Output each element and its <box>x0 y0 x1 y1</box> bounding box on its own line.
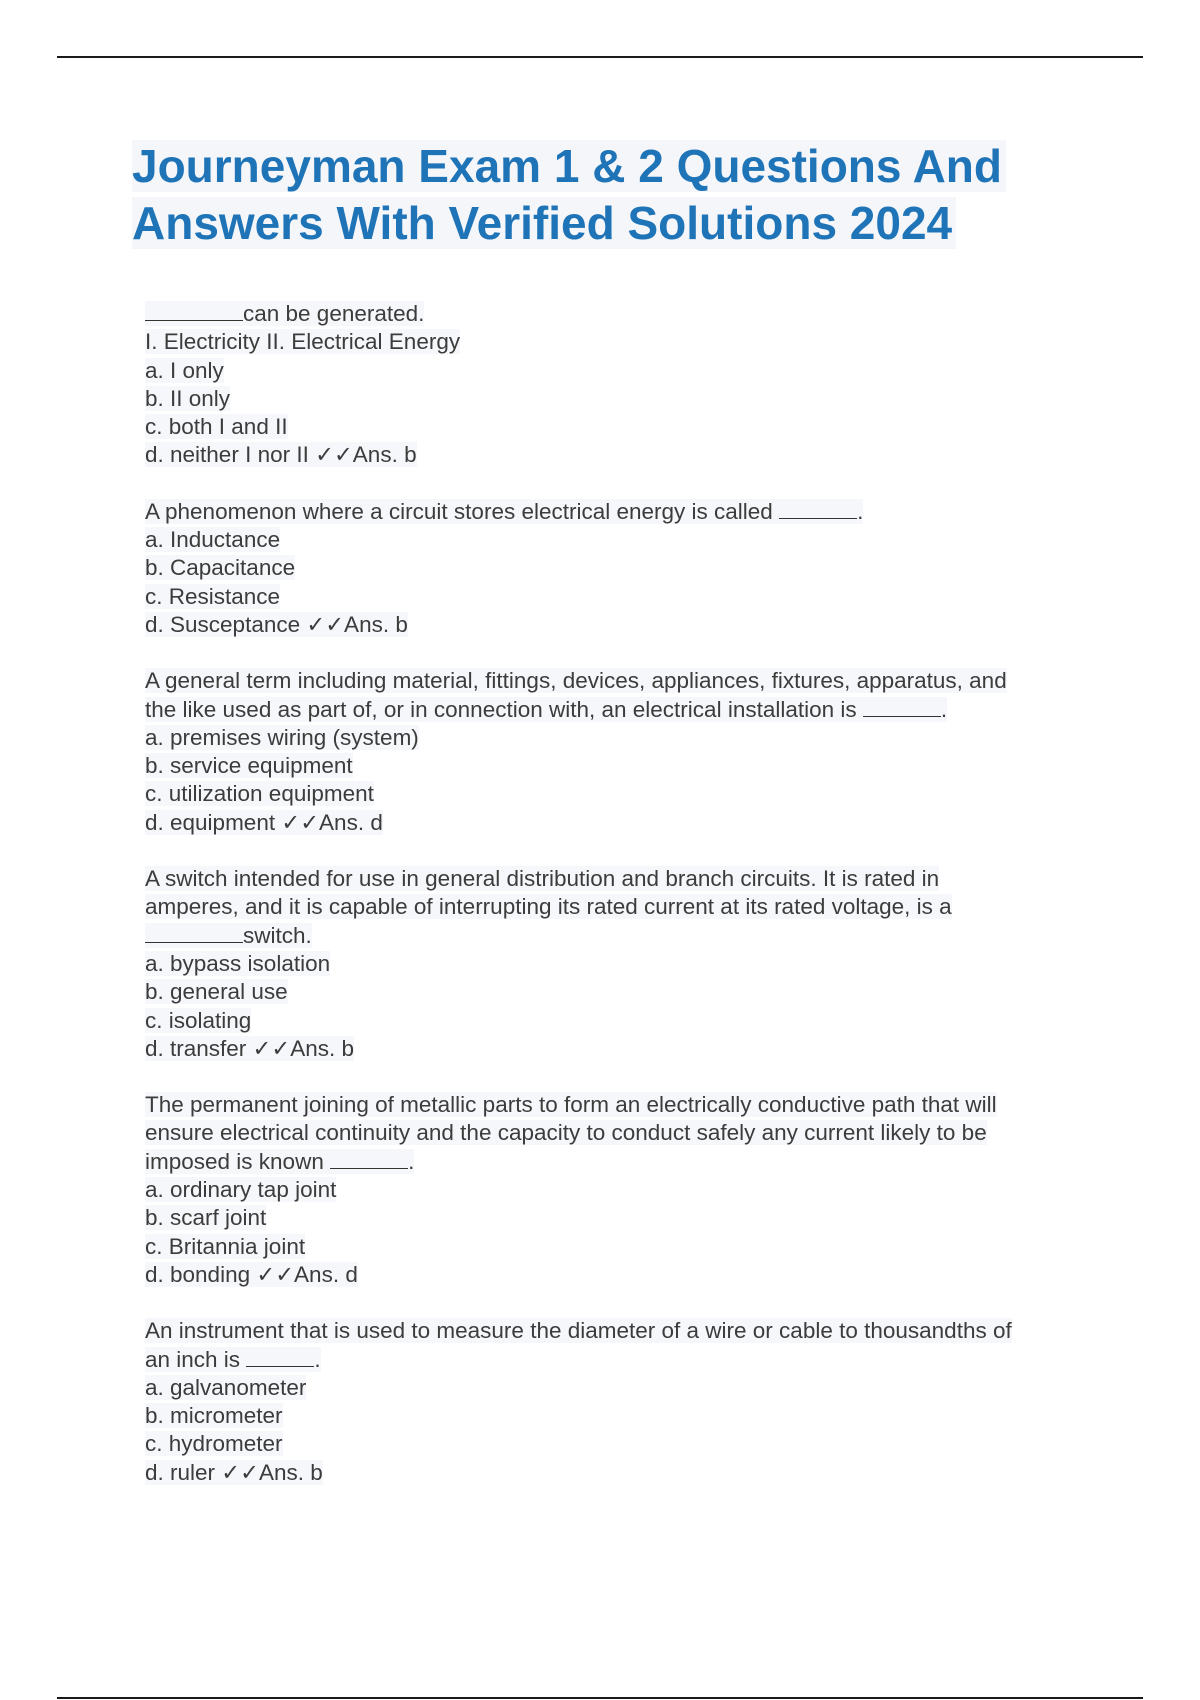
option-d-answer: d. equipment ✓✓Ans. d <box>145 809 383 835</box>
question-list <box>145 300 1105 1487</box>
page-title <box>132 138 1006 252</box>
question-2-stem: A phenomenon where a circuit stores electrical energy is called . <box>145 498 864 524</box>
question-6 <box>145 1317 1105 1487</box>
option-d-answer: d. Susceptance ✓✓Ans. b <box>145 611 408 637</box>
option-a: a. ordinary tap joint <box>145 1177 337 1203</box>
question-6-stem: An instrument that is used to measure the diameter of a wire or cable to thousandths of <box>145 1318 1012 1344</box>
option-c: c. utilization equipment <box>145 781 374 807</box>
option-a: a. bypass isolation <box>145 950 331 976</box>
question-4-stem: A switch intended for use in general distribution and branch circuits. It is rated in <box>145 866 940 892</box>
option-b: b. general use <box>145 979 288 1005</box>
question-6-stem: an inch is . <box>145 1346 321 1372</box>
answer-blank <box>779 498 857 519</box>
title-line-1: Journeyman Exam 1 & 2 Questions And <box>132 140 1006 192</box>
option-b: b. scarf joint <box>145 1205 267 1231</box>
question-4-stem: amperes, and it is capable of interrupting its rated current at its rated voltage, is a <box>145 894 952 920</box>
question-1-stem: can be generated. <box>145 300 1105 328</box>
question-1-stem: I. Electricity II. Electrical Energy <box>145 329 461 355</box>
option-c: c. Britannia joint <box>145 1233 306 1259</box>
question-5 <box>145 1091 1105 1289</box>
question-5-stem: imposed is known . <box>145 1148 415 1174</box>
top-rule <box>57 56 1143 58</box>
answer-blank <box>863 696 941 717</box>
option-a: a. Inductance <box>145 527 281 553</box>
option-d-answer: d. neither I nor II ✓✓Ans. b <box>145 442 417 468</box>
option-a: a. premises wiring (system) <box>145 724 419 750</box>
option-b: b. Capacitance <box>145 555 296 581</box>
question-3-stem: A general term including material, fittings, devices, appliances, fixtures, apparatus, and <box>145 668 1007 694</box>
bottom-rule <box>57 1697 1143 1699</box>
question-4-stem: switch. <box>145 922 1105 950</box>
option-c: c. hydrometer <box>145 1431 283 1457</box>
question-4 <box>145 865 1105 1063</box>
question-2 <box>145 498 1105 639</box>
option-a: a. I only <box>145 357 224 383</box>
answer-blank <box>330 1148 408 1169</box>
option-b: b. II only <box>145 385 231 411</box>
option-a: a. galvanometer <box>145 1374 307 1400</box>
option-c: c. isolating <box>145 1007 252 1033</box>
option-d-answer: d. bonding ✓✓Ans. d <box>145 1261 358 1287</box>
option-b: b. micrometer <box>145 1403 283 1429</box>
question-3-stem: the like used as part of, or in connection with, an electrical installation is . <box>145 696 948 722</box>
title-line-2: Answers With Verified Solutions 2024 <box>132 197 956 249</box>
option-d-answer: d. ruler ✓✓Ans. b <box>145 1459 323 1485</box>
answer-blank <box>145 922 243 943</box>
option-d-answer: d. transfer ✓✓Ans. b <box>145 1035 355 1061</box>
question-5-stem: The permanent joining of metallic parts to form an electrically conductive path that will <box>145 1092 997 1118</box>
answer-blank <box>145 300 243 321</box>
option-c: c. Resistance <box>145 583 281 609</box>
answer-blank <box>246 1346 314 1367</box>
question-5-stem: ensure electrical continuity and the capacity to conduct safely any current likely to be <box>145 1120 987 1146</box>
option-b: b. service equipment <box>145 753 353 779</box>
question-3 <box>145 667 1105 837</box>
question-1 <box>145 300 1105 470</box>
option-c: c. both I and II <box>145 414 288 440</box>
